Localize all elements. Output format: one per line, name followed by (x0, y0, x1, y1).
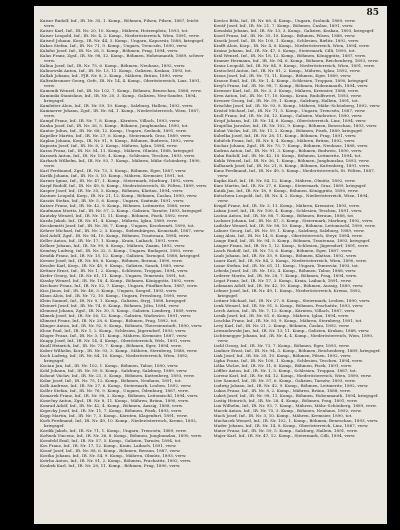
list-entry: Kolar Josef, Inf., IR. Nr. 75, 12. Komp., Böhmen, Neuhaus, 1891, tot. (40, 378, 182, 383)
list-entry: Kaltenbrunner Georg, Gefr., IR. Nr. 14, 4. Komp., Oberösterreich, Linz, 1891, verw. (40, 78, 201, 88)
list-entry: Maier Franz, Inf., IR. Nr. 59, 5. Komp., Salzburg, Hallein, 1891, verw. (213, 428, 358, 433)
list-entry: Karbach Wilhelm, Inf., IR. Nr. 93, 7. Komp., Mähren, Mähr.-Schönberg, 1890, verw. (40, 158, 201, 168)
list-entry: Kakos Stefan, Inf., IR. Nr. 71, 9. Komp., Ungarn, Trencsén, 1890, verw. (40, 43, 188, 48)
list-entry: Kolb Andreas, Inf., IR. Nr. 27, 6. Komp., Steiermark, Leoben, 1892, verw. (40, 383, 192, 388)
list-entry: Kratochvil Anton, Inf., IR. Nr. 81, 2. Komp., Mähren, Iglau, 1892, verw. (213, 68, 361, 73)
list-entry: Lewandowski Jan, Inf., IR. Nr. 13, 11. Komp., Galizien, Krakau, 1888, verw. (213, 328, 370, 333)
list-entry: Kreuzer Georg, Inf., IR. Nr. 59, 1. Komp., Salzburg, Hallein, 1891, tot. (213, 98, 359, 103)
list-entry: Liebl Georg, Inf., IR. Nr. 73, 7. Komp., Böhmen, Eger, 1893, verw. (213, 343, 350, 348)
list-entry: Ladislav Wenzel, Inf., IR. Nr. 98, 10. Komp., Böhmen, Leitomischl, 1890, verw. (213, 223, 376, 228)
list-entry: Laban Josef, Inf., IR. Nr. 100, 4. Komp., Schlesien, Teschen, 1891, verw. (213, 208, 363, 213)
list-entry: Karpf Rudolf, Inf., IR. Nr. 49, 8. Komp., Niederösterreich, St. Pölten, 1889, verw. (40, 183, 208, 188)
list-entry: Lange Emil, Inf., IR. Nr. 94, 5. Komp., Böhmen, Trautenau, 1893, kriegsgef. (213, 238, 371, 243)
list-entry: Kautzky Wenzel, Inf., IR. Nr. 11, 11. Komp., Böhmen, Pisek, 1892, verw. (40, 213, 189, 218)
list-entry: Kopp Martin, Inf., IR. Nr. 7, 3. Komp., Kärnten, Klagenfurt, 1891, verw. (40, 413, 188, 418)
list-entry: Kecskeméti Josef, Inf., IR. Nr. 38, 7. Komp., Ungarn, Kecskemét, 1890, tot. (40, 223, 195, 228)
list-entry: Kutschera Leopold, Inf., IR. Nr. 4, 2. Komp., Niederösterreich, Wien, 1894, verw. (213, 193, 369, 203)
list-entry: Kaiserl Johann, Korp., IR. Nr. 44, 3. Komp., Ungarn, Kaposvár, 1888, kriegsgef. (40, 38, 205, 43)
list-entry: Kohout Václav, Inf., IR. Nr. 21, 5. Komp., Böhmen, Kuttenberg, 1893, verw. (40, 373, 195, 378)
list-entry: Kampf Franz, Inf., IR. Nr. 7, 8. Komp., Kärnten, Villach, 1893, verw. (40, 118, 181, 123)
list-entry: Liška Václav, Inf., IR. Nr. 11, 8. Komp., Böhmen, Pisek, 1891, verw. (213, 363, 353, 368)
list-entry: Konečny Anton, Zgsf., IR. Nr. 8, 11. Komp., Mähren, Brünn, 1890, verw. (40, 398, 190, 403)
list-entry: Lorenz Karl, Inf., IR. Nr. 84, 12. Komp., Niederösterreich, Wien, 1890, verw. (213, 373, 372, 378)
list-entry: Lahner Georg, Inf., IR. Nr. 59, 1. Komp., Salzburg, Salzburg, 1889, verw. (213, 228, 365, 233)
left-column (40, 18, 208, 516)
list-entry: Kluger Franz, Inf., IR. Nr. 3, 11. Komp., Mähren, Kremsier, 1887, verw. (40, 333, 188, 338)
list-entry: Krischke Josef, Inf., IR. Nr. 93, 8. Komp., Mähren, Mähr.-Schönberg, 1892, verw. (213, 103, 381, 108)
list-entry: Lukeš Josef, Inf., IR. Nr. 98, 11. Komp., Böhmen, Hohenmauth, 1894, kriegsgef. (213, 393, 379, 398)
list-entry: Kober Wilhelm, Korp., IR. Nr. 93, 3. Komp., Mähren, Sternberg, 1888, verw. (40, 348, 198, 353)
list-entry: Kapusta Josef, Inf., IR. Nr. 8, 2. Komp., Mähren, Iglau, 1894, verw. (40, 143, 178, 148)
list-entry: Kazda Jakob, Inf., IR. Nr. 81, 4. Komp., Mähren, Iglau, 1889, verw. (40, 218, 178, 223)
list-entry: Kren Anton, Inf., IR. Nr. 17, 10. Komp., Krain, Rudolfswert, 1893, verw. (213, 93, 362, 98)
list-entry: Kliment Franz, Inf., IR. Nr. 28, 6. Komp., Böhmen, Prag, 1892, tot. (40, 318, 178, 323)
list-entry: Kaufmann Moritz, Inf., IR. Nr. 57, 2. Komp., Galizien, Tarnów, 1893, kriegsgef. (40, 208, 203, 213)
list-entry: Klose Paul, Inf., IR. Nr. 1, 2. Komp., Schlesien, Jägerndorf, 1893, verw. (40, 328, 187, 333)
list-entry: Kudrna Anton, Inf., IR. Nr. 91, 3. Komp., Böhmen, Budweis, 1890, verw. (213, 148, 363, 153)
list-entry: Karasek Anton, Inf., IR. Nr. 100, 4. Komp., Schlesien, Teschen, 1893, verw. (40, 153, 196, 158)
list-entry: Kendik Franz, Inf., IR. Nr. 15, 12. Komp., Galizien, Tarnopol, 1888, kriegsgef. (40, 253, 201, 258)
list-entry: Lehner Josef, Inf., IR. Nr. 49, 1. Komp., Niederösterreich, Krems, 1892, kriegsgef. (213, 288, 362, 298)
list-entry: Kiss János, Inf., IR. Nr. 46, 3. Komp., Ungarn, Szeged, 1893, verw. (40, 288, 178, 293)
list-entry: Kracik Josef, Inf., IR. Nr. 100, 1. Komp., Schlesien, Bielitz, 1892, verw. (213, 38, 360, 43)
list-entry: Lackner Johann, Inf., IR. Nr. 47, 3. Komp., Steiermark, Marburg, 1892, verw. (213, 218, 374, 223)
list-entry: Kornfeld Emil, Inf., IR. Nr. 57, 5. Komp., Galizien, Tarnów, 1894, tot. (40, 438, 182, 443)
list-entry: Kuhn Rudolf, Inf., IR. Nr. 42, 10. Komp., Böhmen, Leitmeritz, 1894, tot. (213, 153, 362, 158)
list-entry: Kotrba Anton, Inf., IR. Nr. 91, 2. Komp., Böhmen, Prachatitz, 1892, verw. (40, 458, 192, 463)
list-entry: Kantor Julius, Inf., IR. Nr. 68, 12. Komp., Ungarn, Szolnok, 1891, verw. (40, 128, 187, 133)
list-entry: Kupka Karl, Inf., IR. Nr. 54, 12. Komp., Mähren, Olmütz, 1892, verw. (213, 178, 356, 183)
list-entry: Kunz Ferdinand, Inf., IR. Nr. 49, 5. Komp., Niederösterreich, St. Pölten, 1887, verw. (213, 168, 375, 178)
page-number: 85 (366, 8, 379, 18)
list-entry: Kaiser Karl, Inf., IR. Nr. 20, 10. Komp., Mähren, Hotzenplotz, 1893, tot. (40, 28, 189, 33)
list-entry: Kastner Leopold, Korp., IR. Nr. 21, 12. Komp., Böhmen, Časlau, 1890, verw. (40, 193, 198, 198)
list-entry: Kurz Martin, Inf., IR. Nr. 27, 6. Komp., Steiermark, Graz, 1889, kriegsgef. (213, 183, 367, 188)
list-entry: Kostka Johann, Inf., IR. Nr. 54, 9. Komp., Mähren, Olmütz, 1893, verw. (40, 453, 187, 458)
document-page (34, 6, 387, 524)
list-entry: Kubiček Franz, Inf., IR. Nr. 8, 4. Komp., Mähren, Brünn, 1892, verw. (213, 138, 356, 143)
list-entry: Kellner Johann, Inf., IR. Nr. 99, 8. Komp., Mähren, Znaim, 1892, verw. (40, 243, 186, 248)
list-entry: Kalina Josef, Inf., IR. Nr. 75, 6. Komp., Böhmen, Neuhaus, 1892, verw. (40, 63, 186, 68)
list-entry: Kaplan Johann, Korp., IR. Nr. 91, 9. Komp., Böhmen, Budweis, 1892, verw. (40, 138, 195, 143)
list-entry: Krause Emil, Inf., IR. Nr. 1, 4. Komp., Schlesien, Troppau, 1890, kriegsgef. (213, 78, 369, 83)
list-entry: Kranz Leopold, Inf., IR. Nr. 84, 9. Komp., Niederösterreich, Wien, 1891, verw. (213, 63, 375, 68)
list-entry: Kos Franz, Inf., IR. Nr. 17, 12. Komp., Krain, Laibach, 1891, verw. (40, 443, 177, 448)
list-entry: Kasper Josef, Inf., IR. Nr. 35, 5. Komp., Böhmen, Klattau, 1894, verw. (40, 188, 184, 193)
list-entry: Macek Anton, Inf., IR. Nr. 75, 3. Komp., Böhmen, Neuhaus, 1892, verw. (213, 408, 362, 413)
list-entry: Kleinert Josef, Inf., IR. Nr. 74, 8. Komp., Böhmen, Jičin, 1894, verw. (40, 303, 180, 308)
list-entry: Kubat Václav, Inf., IR. Nr. 11, 2. Komp., Böhmen, Pisek, 1889, kriegsgef. (213, 128, 363, 133)
list-entry: Levý Karl, Inf., IR. Nr. 21, 2. Komp., Böhmen, Časlau, 1892, verw. (213, 323, 350, 328)
list-entry: Kalafut Josef, Inf., IR. Nr. 28, 5. Komp., Böhmen, Prag, 1894, verw. (40, 48, 179, 53)
list-entry: Knapp Josef, Inf., IR. Nr. 14, 4. Komp., Oberösterreich, Wels, 1891, verw. (40, 338, 192, 343)
list-entry: Lesák Josef, Inf., IR. Nr. 81, 6. Komp., Mähren, Iglau, 1894, verw. (213, 313, 350, 318)
list-entry: Kaszás Stefan, Inf., IR. Nr. 5, 6. Komp., Ungarn, Szatmár, 1891, verw. (40, 198, 185, 203)
list-entry: Kramer Hermann, Inf., IR. Nr. 94, 6. Komp., Böhmen, Reichenberg, 1893, verw. (213, 58, 379, 63)
list-entry: Mader Johann, Inf., IR. Nr. 14, 8. Komp., Oberösterreich, Linz, 1887, verw. (213, 423, 369, 428)
list-entry: Krejči Franz, Inf., IR. Nr. 98, 7. Komp., Böhmen, Hohenmauth, 1894, verw. (213, 83, 369, 88)
list-entry: Laub Johann, Inf., IR. Nr. 35, 9. Komp., Böhmen, Klattau, 1892, verw. (213, 253, 358, 258)
list-entry: Kalas Franz, Zgsf., IR. Nr. 98, 12. Komp., Böhmen, Hohenmauth, 1889, schwer verw. (40, 53, 204, 63)
list-entry: Klimek Josef, Inf., IR. Nr. 56, 12. Komp., Galizien, Wadowice, 1891, verw. (40, 313, 192, 318)
list-entry: Kordik Jakob, Inf., IR. Nr. 71, 1. Komp., Ungarn, Trencsén, 1889, verw. (40, 428, 187, 433)
list-entry: Koller Stefan, Inf., IR. Nr. 76, 9. Komp., Ungarn, Ödenburg, 1887, verw. (40, 388, 189, 393)
list-entry: Konrad Adolf, Inf., IR. Nr. 42, 4. Komp., Böhmen, Aussig, 1888, verw. (40, 403, 184, 408)
two-column-list (40, 18, 381, 516)
list-entry: Langer Franz, Inf., IR. Nr. 1, 12. Komp., Schlesien, Jägerndorf, 1891, verw. (213, 243, 369, 248)
list-entry: Kirchner Franz, Inf., IR. Nr. 52, 7. Komp., Ungarn, Fünfkirchen, 1887, verw. (40, 283, 198, 288)
list-entry: Kamenik Wenzel, Inf., IR. Nr. 102, 7. Komp., Böhmen, Beneschau, 1888, verw. (40, 88, 202, 93)
list-entry: Kammerer Johann, Zgsf., IR. Nr. 84, 1. Komp., Niederösterreich, Wien, 1887, verw. (40, 108, 201, 118)
list-entry: Link Josef, Inf., IR. Nr. 35, 10. Komp., Böhmen, Pilsen, 1892, verw. (213, 353, 352, 358)
list-entry: Lerch Anton, Inf., IR. Nr. 7, 12. Komp., Kärnten, Villach, 1887, verw. (213, 308, 356, 313)
list-entry: Kallab Johann, Inf., FJB. Nr. 8, 2. Komp., Mähren, Brünn, 1890, verw. (40, 73, 184, 78)
list-entry: Karas Franz, Inf., IR. Nr. 54, 11. Komp., Mähren, Olmütz, 1888, kriegsgef. (40, 148, 194, 153)
list-entry: Krainz Johann, Inf., IR. Nr. 47, 5. Komp., Steiermark, Cilli, 1890, tot. (213, 48, 356, 53)
list-entry: Kropf Johann, Inf., IR. Nr. 14, 6. Komp., Oberösterreich, Linz, 1894, verw. (213, 118, 367, 123)
list-entry: Legat Franz, Inf., IR. Nr. 17, 3. Komp., Krain, Laibach, 1891, verw. (213, 278, 352, 283)
list-entry: Kerner Josef, Inf., IR. Nr. 88, 6. Komp., Böhmen, Beraun, 1890, verw. (40, 258, 183, 263)
list-entry: Kukla Wenzel, Inf., IR. Nr. 36, 1. Komp., Böhmen, Jungbunzlau, 1893, verw. (213, 158, 370, 163)
list-entry: Löw Samuel, Inf., IR. Nr. 57, 6. Komp., Galizien, Tarnów, 1893, verw. (213, 378, 356, 383)
list-entry: Kuták Jan, Inf., IR. Nr. 18, 9. Komp., Böhmen, Königgrätz, 1890, verw. (213, 188, 359, 193)
list-entry: Kulhanek Josef, Inf., IR. Nr. 21, 8. Komp., Böhmen, Kuttenberg, 1891, verw. (213, 163, 371, 168)
list-entry: Lukas Franz, Inf., IR. Nr. 8, 2. Komp., Mähren, Brünn, 1888, verw. (213, 388, 351, 393)
list-entry: Kowalski Johann, Inf., IR. Nr. 13, 3. Komp., Galizien, Krakau, 1893, kriegsgef. (213, 28, 375, 33)
list-entry: Kristof Michael, Inf., IR. Nr. 71, 5. Komp., Ungarn, Trencsén, 1887, verw. (213, 108, 366, 113)
list-entry: Koch Ludwig, Inf., IR. Nr. 84, 10. Komp., Niederösterreich, Wien, 1892, kriegsgef. (40, 353, 189, 363)
list-entry: Lebeda Josef, Inf., IR. Nr. 102, 4. Komp., Böhmen, Tabor, 1888, verw. (213, 268, 357, 273)
list-entry: Kocian Jan, Inf., IR. Nr. 102, 1. Komp., Böhmen, Tabor, 1890, verw. (40, 363, 179, 368)
list-entry: Kamleiter Alois, Inf., IR. Nr. 59, 10. Komp., Salzburg, Hallein, 1892, verw. (40, 103, 194, 108)
list-entry: Kaiser Rudolf, Inf., IR. Nr. 35, 1. Komp., Böhmen, Pilsen, Pilsen, 1887, leicht verw. (40, 18, 199, 28)
list-entry: Kraus Josef, Inf., IR. Nr. 73, 11. Komp., Böhmen, Eger, 1889, verw. (213, 73, 352, 78)
list-entry: Lindner Ernst, Inf., IR. Nr. 94, 3. Komp., Böhmen, Reichenberg, 1889, kriegsgef. (213, 348, 381, 353)
list-entry: Karner Ignaz, Inf., IR. Nr. 47, 1. Komp., Steiermark, Marburg, 1892, verw. (40, 178, 195, 183)
list-entry: Klinger Anton, Inf., IR. Nr. 92, 9. Komp., Böhmen, Theresienstadt, 1890, verw. (40, 323, 203, 328)
list-entry: Lipka Franz, Inf., IR. Nr. 100, 1. Komp., Schlesien, Teschen, 1894, verw. (213, 358, 364, 363)
list-entry: Lacina Anton, Inf., IR. Nr. 88, 7. Komp., Böhmen, Beraun, 1888, tot. (213, 213, 355, 218)
list-entry: Kořinek Vincenz, Inf., IR. Nr. 36, 8. Komp., Böhmen, Jungbunzlau, 1890, verw. (40, 433, 203, 438)
list-entry: Kaminski Stanislaus, Inf., IR. Nr. 20, 3. Komp., Galizien, Neu-Sandez, 1894, kriegsgef. (40, 93, 197, 103)
list-entry: Klein Samuel, Inf., IR. Nr. 9, 1. Komp., Galizien, Stryj, 1888, kriegsgef. (40, 298, 187, 303)
list-entry: Keller Anton, Inf., IR. Nr. 17, 1. Komp., Krain, Laibach, 1891, verw. (40, 238, 180, 243)
list-entry: Löffler Anton, Inf., IR. Nr. 1, 5. Komp., Schlesien, Troppau, 1887, tot. (213, 368, 357, 373)
list-entry: Kanka Josef, Inf., IR. Nr. 36, 5. Komp., Böhmen, Jungbunzlau, 1890, tot. (40, 123, 189, 128)
list-entry: Leitner Michael, Inf., IR. Nr. 27, 8. Komp., Steiermark, Leoben, 1890, verw. (213, 298, 371, 303)
list-entry: Krafft Alois, Korp., IR. Nr. 4, 8. Komp., Niederösterreich, Wien, 1894, verw. (213, 43, 370, 48)
list-entry: Karlik Johann, Inf., IR. Nr. 3, 10. Komp., Mähren, Kremsier, 1891, tot. (40, 173, 185, 178)
list-entry: Kovář Josef, Inf., IR. Nr. 21, 7. Komp., Böhmen, Časlau, 1891, verw. (213, 23, 354, 28)
list-entry: Kemény Ludwig, Inf., IR. Nr. 32, 5. Komp., Ungarn, Budapest, 1893, verw. (40, 248, 194, 253)
list-entry: Lustig Heinrich, Inf., IR. Nr. 28, 4. Komp., Böhmen, Prag, 1891, verw. (213, 398, 358, 403)
list-entry: Lasch Rudolf, Inf., IR. Nr. 73, 6. Komp., Böhmen, Eger, 1887, verw. (213, 248, 353, 253)
list-entry: Leschka Franz, Inf., IR. Nr. 93, 9. Komp., Mähren, Sternberg, 1891, tot. (213, 318, 363, 323)
list-entry: Kehrer Michael, Inf., IR. Nr. 2, 3. Komp., Siebenbürgen, Kronstadt, 1887, verw. (40, 228, 205, 233)
list-entry: Koubek Karl, Inf., IR. Nr. 28, 11. Komp., Böhmen, Prag, 1890, verw. (40, 463, 181, 468)
list-entry: Ludwig Johann, Inf., IR. Nr. 42, 9. Komp., Böhmen, Leitmeritz, 1892, verw. (213, 383, 369, 388)
list-entry: Keil Adolf, Zgsf., IR. Nr. 94, 10. Komp., Böhmen, Trautenau, 1894, verw. (40, 233, 190, 238)
list-entry: Klement Johann, Zgsf., IR. Nr. 30, 5. Komp., Galizien, Lemberg, 1889, verw. (40, 308, 198, 313)
list-entry: Kalinowski Anton, Inf., IR. Nr. 13, 11. Komp., Galizien, Krakau, 1893, tot. (40, 68, 192, 73)
list-entry: Kaiser Leopold, Inf., IR. Nr. 4, 2. Komp., Niederösterreich, Wien, 1891, verw. (40, 33, 200, 38)
list-entry: Kiefer Georg, Inf., IR. Nr. 61, 11. Komp., Ungarn, Temesvár, 1891, tot. (40, 273, 186, 278)
list-entry: Lichtenegger Johann, Inf., IR. Nr. 4, 4. Komp., Niederösterreich, Wien, 1890, verw. (213, 333, 374, 343)
list-entry: Kremser Karl, Inf., IR. Nr. 3, 3. Komp., Mähren, Kremsier, 1888, verw. (213, 88, 359, 93)
list-entry: Lazar Stefan, Inf., IR. Nr. 61, 11. Komp., Ungarn, Temesvár, 1893, tot. (213, 263, 360, 268)
list-entry: Lederer Moritz, Inf., IR. Nr. 28, 7. Komp., Böhmen, Prag, 1894, verw. (213, 273, 358, 278)
list-entry: Lenk Wenzel, Inf., IR. Nr. 91, 5. Komp., Böhmen, Prachatitz, 1893, verw. (213, 303, 364, 308)
list-entry: Kopecky Josef, Inf., IR. Nr. 11, 7. Komp., Böhmen, Písek, 1893, verw. (40, 408, 183, 413)
list-entry: Kozel Franz, Inf., IR. Nr. 35, 10. Komp., Böhmen, Pilsen, 1888, verw. (213, 33, 356, 38)
list-entry: Klaus Alois, Inf., IR. Nr. 72, 10. Komp., Ungarn, Pressburg, 1890, verw. (40, 293, 188, 298)
list-entry: Lux Wilhelm, Inf., IR. Nr. 93, 7. Komp., Mähren, Mähr.-Schönberg, 1889, verw. (213, 403, 377, 408)
list-entry: Kovács Béla, Inf., IR. Nr. 68, 4. Komp., Ungarn, Szolnok, 1889, verw. (213, 18, 356, 23)
list-entry: Kosař Josef, Inf., IR. Nr. 88, 6. Komp., Böhmen, Beraun, 1887, verw. (40, 448, 181, 453)
list-entry: Kinsky Wenzel, Inf., IR. Nr. 18, 4. Komp., Böhmen, Königgrätz, 1892, verw. (40, 278, 196, 283)
list-entry: Kohl Johann, Inf., IR. Nr. 59, 8. Komp., Salzburg, Salzburg, 1889, verw. (40, 368, 188, 373)
list-entry: Kessler Karl, Korp., IR. Nr. 45, 9. Komp., Galizien, Sanok, 1889, verw. (40, 263, 185, 268)
list-entry: Kapeller Martin, Inf., IR. Nr. 27, 6. Komp., Steiermark, Graz, 1889, verw. (40, 133, 192, 138)
list-entry: Machacek Wenzel, Inf., IR. Nr. 102, 1. Komp., Böhmen, Beneschau, 1893, verw. (213, 418, 379, 423)
list-entry: Mach Josef, Inf., IR. Nr. 3, 10. Komp., Mähren, Kremsier, 1890, tot. (213, 413, 353, 418)
right-column (214, 18, 382, 516)
list-entry: Krupička Jaroslav, Inf., IR. Nr. 102, 9. Komp., Böhmen, Beneschau, 1893, verw. (213, 123, 378, 128)
list-entry: Majer Karl, Inf., IR. Nr. 47, 12. Komp., Steiermark, Cilli, 1894, verw. (213, 433, 356, 438)
list-entry: Korb Ferdinand, Inf., IR. Nr. 49, 10. Komp., Niederösterreich, Krems, 1892, kriegsgef. (40, 418, 197, 428)
list-entry: Kroll Franz, Inf., IR. Nr. 56, 12. Komp., Galizien, Wadowice, 1890, verw. (213, 113, 363, 118)
list-entry: Komarek Franz, Inf., IR. Nr. 98, 2. Komp., Böhmen, Leitomischl, 1894, verw. (40, 393, 199, 398)
list-entry: Katzer Franz, Inf., IR. Nr. 42, 9. Komp., Böhmen, Leitmeritz, 1888, verw. (40, 203, 191, 208)
list-entry: Kvapil Franz, Inf., IR. Nr. 3, 11. Komp., Mähren, Kremsier, 1893, verw. (213, 203, 361, 208)
list-entry: Lang Alois, Inf., IR. Nr. 14, 8. Komp., Oberösterreich, Steyr, 1894, verw. (213, 233, 363, 238)
list-entry: Kettner Ernst, Inf., IR. Nr. 1, 2. Komp., Schlesien, Troppau, 1894, verw. (40, 268, 189, 273)
list-entry: Král Wenzel, Inf., IR. Nr. 18, 12. Komp., Böhmen, Königgrätz, 1887, verw. (213, 53, 367, 58)
list-entry: Lehmann Adolf, Inf., IR. Nr. 42, 10. Komp., Böhmen, Aussig, 1889, verw. (213, 283, 364, 288)
list-entry: Kubelka Josef, Inf., IR. Nr. 28, 11. Komp., Böhmen, Prag, 1891, verw. (213, 133, 357, 138)
list-entry: Knoll Heinrich, Inf., IR. Nr. 73, 7. Komp., Böhmen, Eger, 1894, verw. (40, 343, 182, 348)
list-entry: Karl Ferdinand, Zgsf., IR. Nr. 73, 3. Komp., Böhmen, Eger, 1887, verw. (40, 168, 187, 173)
list-entry: Kuchar Johann, Zgsf., IR. Nr. 75, 7. Komp., Böhmen, Neuhaus, 1888, verw. (213, 143, 369, 148)
list-entry: Lauer Karl, Inf., IR. Nr. 84, 2. Komp., Niederösterreich, Wien, 1890, verw. (213, 258, 367, 263)
